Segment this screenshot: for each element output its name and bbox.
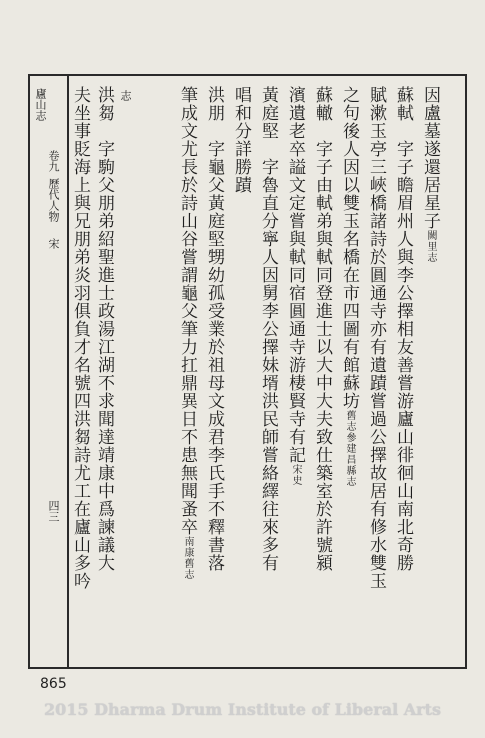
watermark: 2015 Dharma Drum Institute of Liberal Arts xyxy=(44,700,441,719)
column-text: 夫坐事貶海上與兄朋弟炎羽俱負才名號四洪芻詩尤工在廬山多吟 xyxy=(70,86,90,590)
text-column xyxy=(120,90,131,101)
volume-mark: 宋 xyxy=(47,238,60,249)
column-text: 蘇轍 字子由軾弟與軾同登進士以大中大夫致仕築室於許號潁 xyxy=(312,86,332,572)
column-text: 黃庭堅 字魯直分寧人因舅李公擇妹壻洪民師嘗絡繹往來多有 xyxy=(258,86,278,572)
column-note: 舊志參建昌縣志 xyxy=(344,410,355,487)
section-label: 卷九 xyxy=(47,150,60,172)
text-column xyxy=(394,86,411,572)
column-text: 濱遺老卒謚文定嘗與軾同宿圓通寺游棲賢寺有記 xyxy=(285,86,305,464)
column-text: 賦漱玉亭三峽橋諸詩於圓通寺亦有遺蹟嘗過公擇故居有修水雙玉 xyxy=(366,86,386,590)
column-note: 闕里志 xyxy=(425,230,436,263)
text-column xyxy=(71,86,88,590)
column-text: 洪朋 字龜父黃庭堅甥幼孤受業於祖母文成君李氏手不釋書落 xyxy=(204,86,224,572)
margin-rule xyxy=(67,74,69,669)
column-text: 筆成文尤長於詩山谷嘗謂龜父筆力扛鼎異日不患無聞蚤卒 xyxy=(177,86,197,536)
column-text: 志 xyxy=(119,90,132,101)
text-column xyxy=(340,86,357,487)
column-text: 洪芻 字駒父朋弟紹聖進士政湯江湖不求聞達靖康中爲諫議大 xyxy=(94,86,114,572)
column-text: 蘇軾 字子瞻眉州人與李公擇相友善嘗游廬山徘徊山南北奇勝 xyxy=(393,86,413,572)
text-column xyxy=(259,86,276,572)
text-column xyxy=(367,86,384,590)
text-column xyxy=(421,86,438,263)
text-column xyxy=(286,86,303,486)
column-text: 之句後人因以雙玉名橋在市四圖有館蘇坊 xyxy=(339,86,359,410)
page-number: 865 xyxy=(40,676,67,692)
text-column xyxy=(95,86,112,572)
folio-number: 四三 xyxy=(47,500,60,522)
text-column xyxy=(232,86,249,194)
column-text: 唱和分詳勝蹟 xyxy=(231,86,251,194)
text-column xyxy=(178,86,195,580)
text-column xyxy=(205,86,222,572)
chapter-label: 歷代人物 xyxy=(47,178,60,222)
column-note: 南康舊志 xyxy=(182,536,193,580)
column-text: 因盧墓遂還居星子 xyxy=(420,86,440,230)
column-note: 宋史 xyxy=(290,464,301,486)
text-column xyxy=(313,86,330,572)
book-title: 廬山志 xyxy=(34,88,47,121)
